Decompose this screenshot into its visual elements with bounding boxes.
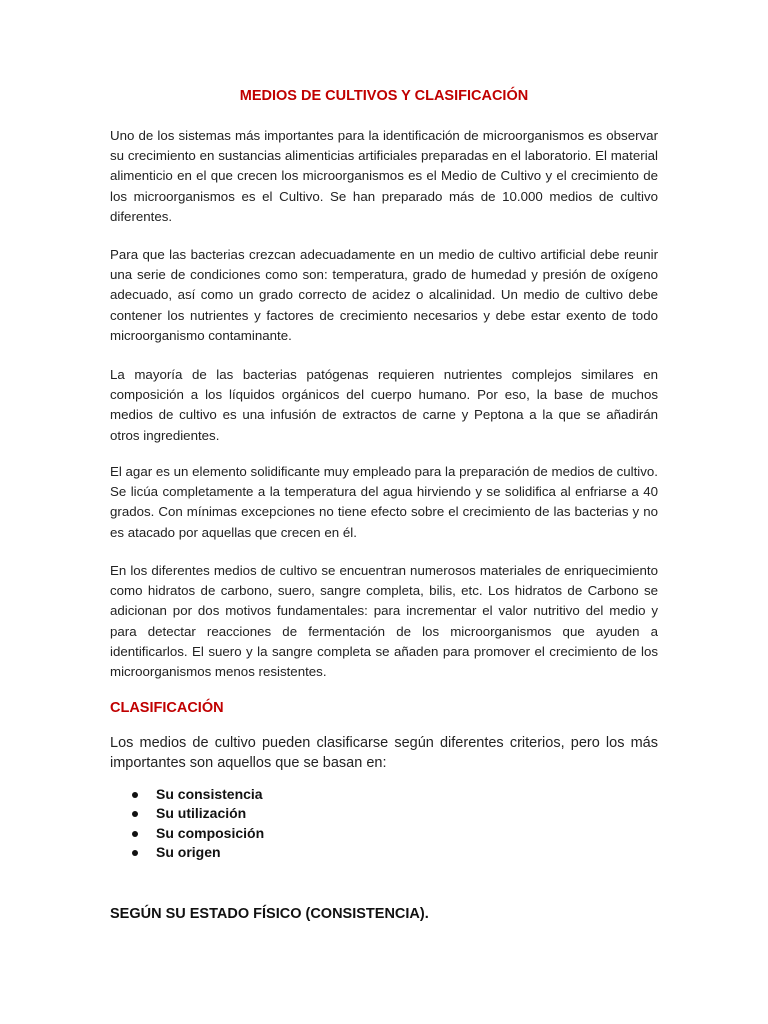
list-item bbox=[110, 843, 264, 862]
section-heading-classification: CLASIFICACIÓN bbox=[110, 700, 224, 716]
criterion-label: Su composición bbox=[156, 824, 265, 841]
bullet-icon bbox=[132, 811, 138, 817]
document-title: MEDIOS DE CULTIVOS Y CLASIFICACIÓN bbox=[239, 88, 529, 104]
list-item bbox=[110, 824, 264, 843]
list-item bbox=[110, 785, 264, 804]
section-subheading: SEGÚN SU ESTADO FÍSICO (CONSISTENCIA). bbox=[110, 906, 429, 922]
bullet-icon bbox=[132, 831, 138, 837]
paragraph: En los diferentes medios de cultivo se encuentran numerosos materiales de enriquecimiento como hidratos de carbono, suero, sangre completa, bilis, etc. Los hidratos de Carbono se adicionan por dos motivos fundamentales: para incrementar el valor nutritivo del medio y para detectar reacciones de fermentación de los microorganismos que ayuden a identificarlos. El suero y la sangre completa se añaden para promover el crecimiento de los microorganismos menos resistentes. bbox=[110, 563, 658, 680]
criterion-label: Su origen bbox=[156, 843, 221, 860]
paragraph: Uno de los sistemas más importantes para la identificación de microorganismos es observar su crecimiento en sustancias alimenticias artificiales preparadas en el laboratorio. El material alimenticio en el que crecen los microorganismos es el Medio de Cultivo y el crecimiento de los microorganismos es el Cultivo. Se han preparado más de 10.000 medios de cultivo diferentes. bbox=[110, 128, 658, 224]
criterion-label: Su consistencia bbox=[156, 786, 263, 802]
criterion-label: Su utilización bbox=[156, 805, 247, 822]
criteria-list bbox=[110, 785, 264, 862]
paragraph: La mayoría de las bacterias patógenas requieren nutrientes complejos similares en composición a los líquidos orgánicos del cuerpo humano. Por eso, la base de muchos medios de cultivo es una infusión de extractos de carne y Peptona a la que se añadirán otros ingredientes. bbox=[110, 367, 658, 443]
paragraph: Para que las bacterias crezcan adecuadamente en un medio de cultivo artificial debe reunir una serie de condiciones como son: temperatura, grado de humedad y presión de oxígeno adecuado, así como un grado correcto de acidez o alcalinidad. Un medio de cultivo debe contener los nutrientes y factores de crecimiento necesarios y debe estar exento de todo microorganismo contaminante. bbox=[110, 247, 658, 343]
classification-intro: Los medios de cultivo pueden clasificarse según diferentes criterios, pero los más importantes son aquellos que se basan en: bbox=[110, 735, 658, 771]
paragraph: El agar es un elemento solidificante muy empleado para la preparación de medios de cultivo. Se licúa completamente a la temperatura del agua hirviendo y se solidifica al enfriarse a 40 grados. Con mínimas excepciones no tiene efecto sobre el crecimiento de las bacterias y no es atacado por aquellas que crecen en él. bbox=[110, 464, 658, 540]
list-item bbox=[110, 804, 264, 823]
bullet-icon bbox=[132, 850, 138, 856]
bullet-icon bbox=[132, 792, 138, 798]
